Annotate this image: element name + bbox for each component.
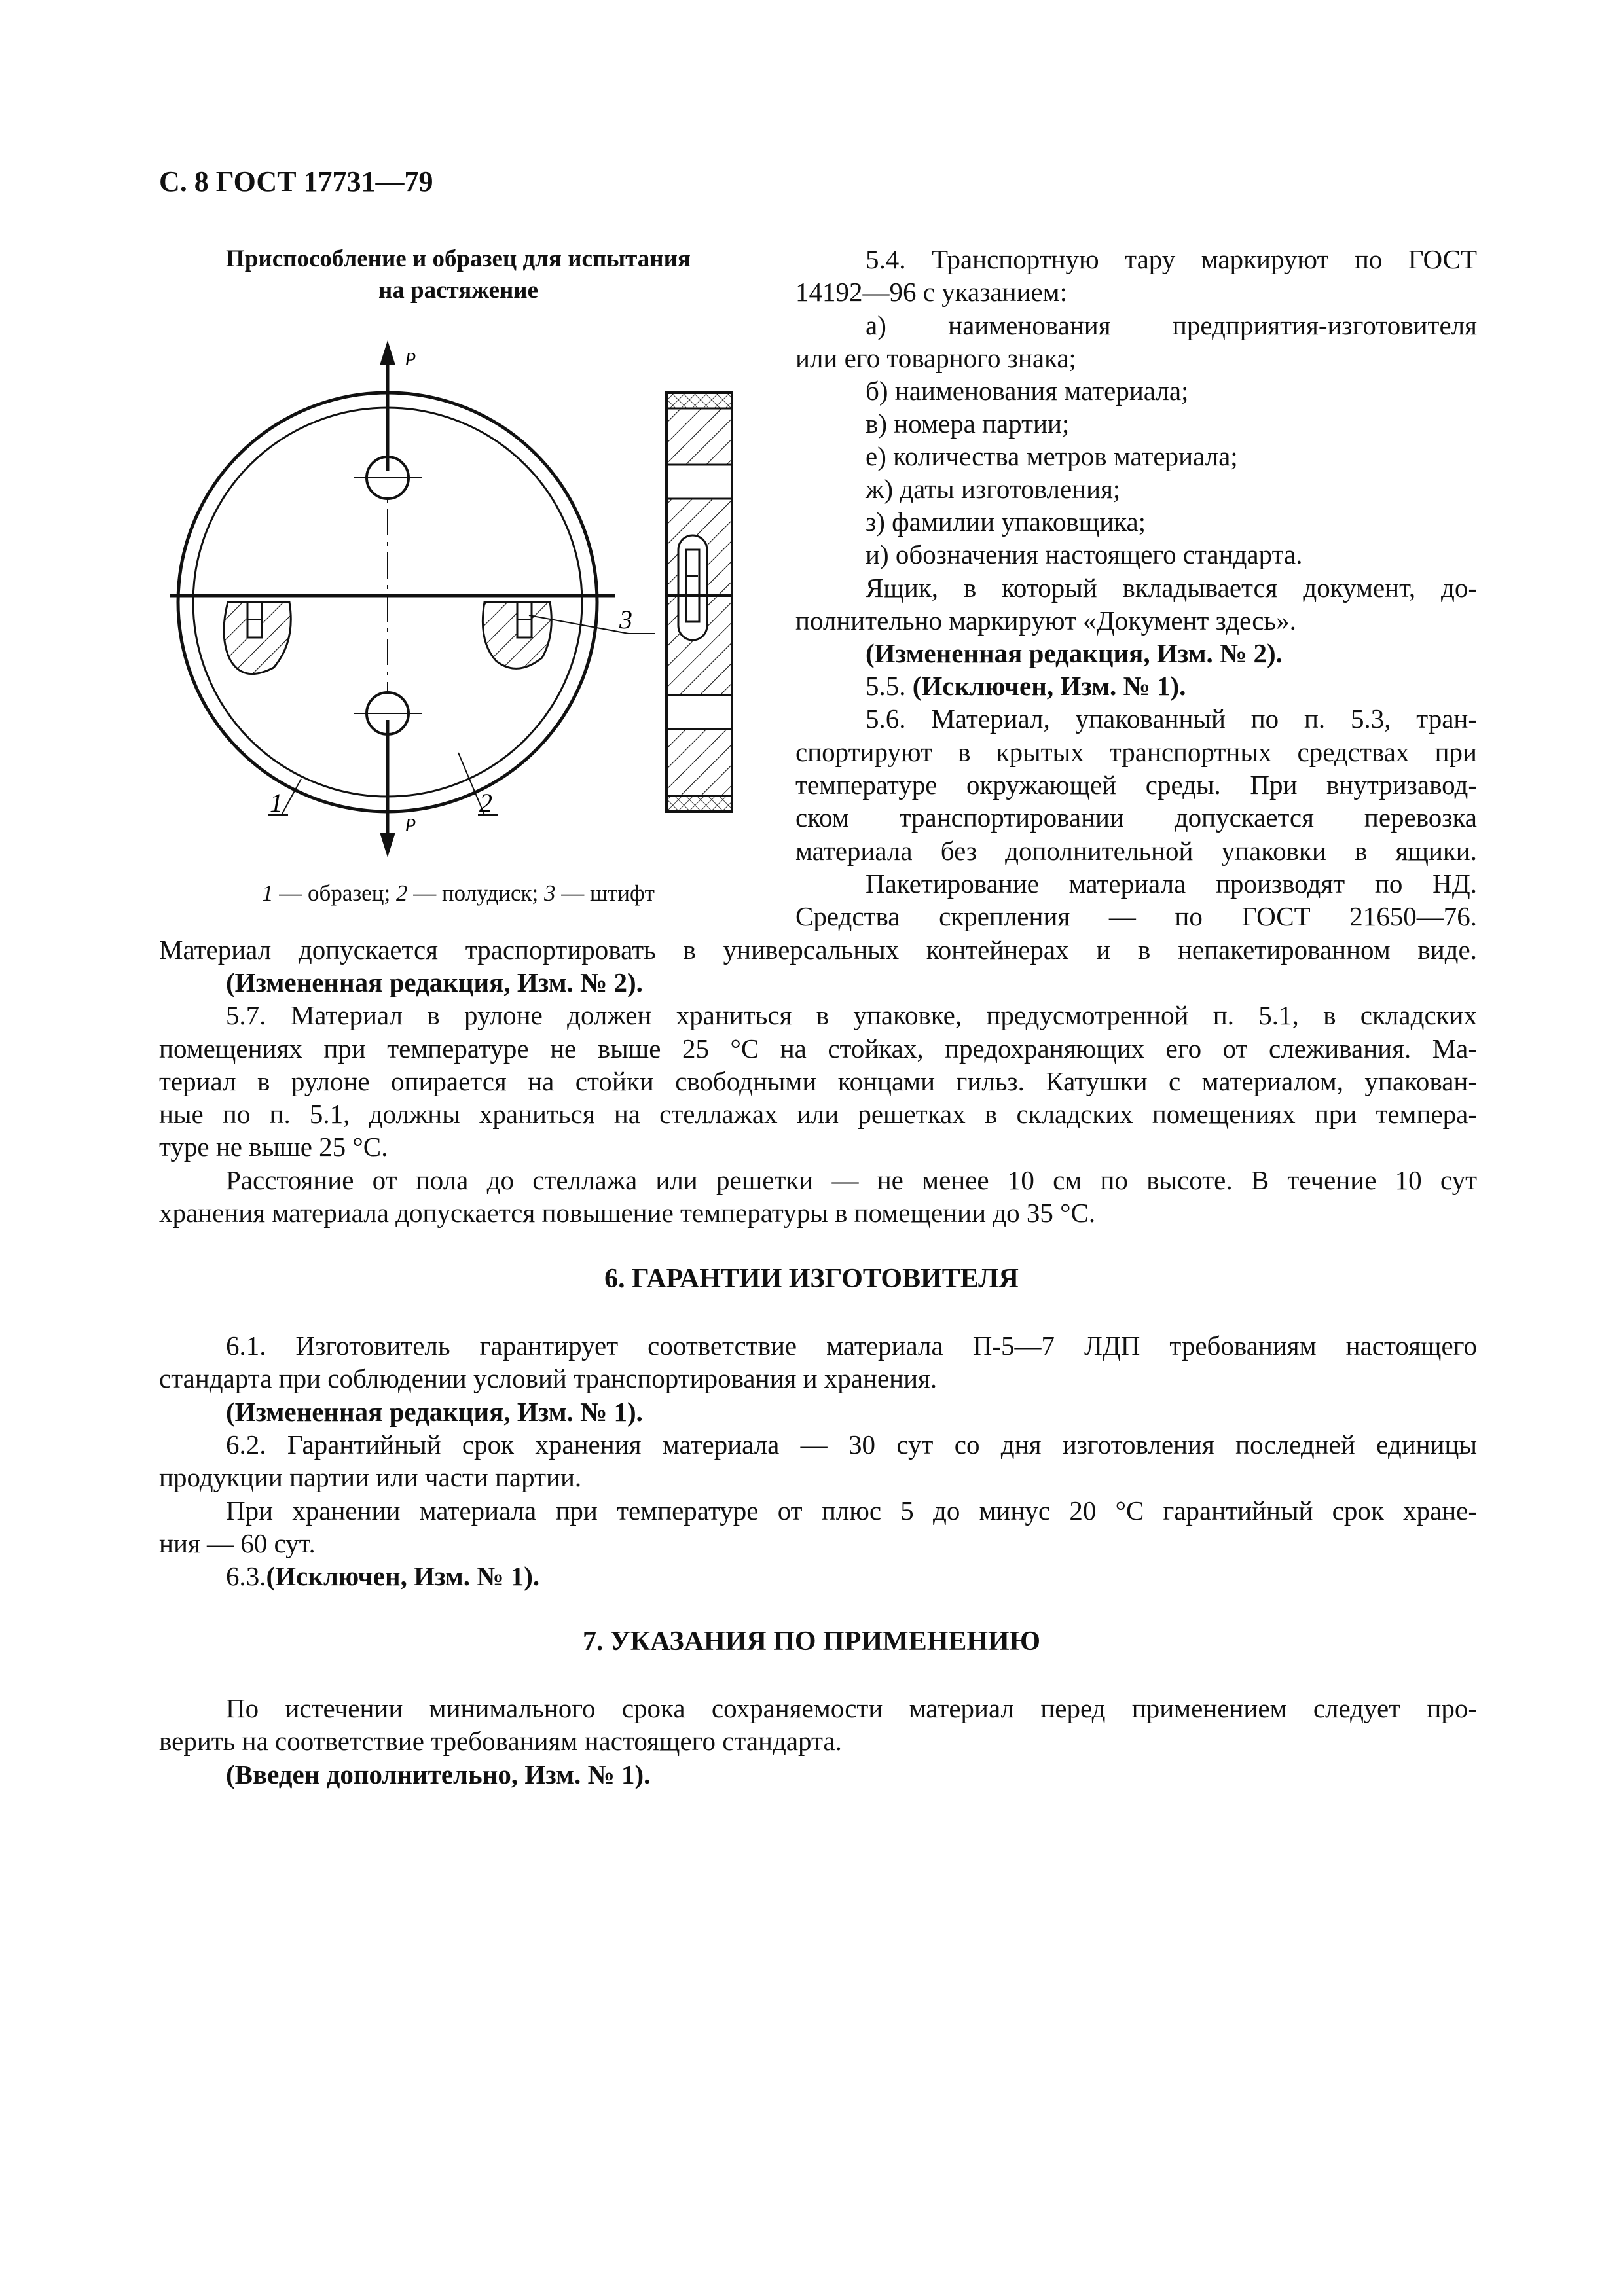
label-3-pin: 3 xyxy=(619,605,632,634)
page-header: С. 8 ГОСТ 17731—79 xyxy=(159,166,433,198)
amendment-note-1: (Измененная редакция, Изм. № 2). xyxy=(866,638,1283,668)
para-5-5-excluded: (Исключен, Изм. № 1). xyxy=(912,671,1186,701)
figure-title xyxy=(196,243,720,306)
label-1-sample: 1 xyxy=(270,788,283,817)
para-5-7-line5: туре не выше 25 °С. xyxy=(159,1132,388,1162)
storage-line1: При хранении материала при температуре от плюс 5 до минус 20 °С гарантийный срок хране- xyxy=(226,1496,1477,1526)
para-5-7-line4: ные по п. 5.1, должны храниться на стеллажах или решетках в складских помещениях при темпера- xyxy=(159,1099,1477,1129)
caption-num-3: 3 xyxy=(544,880,556,906)
para-packaging-line2: Средства скрепления — по ГОСТ 21650—76. xyxy=(795,901,1477,931)
para-5-5 xyxy=(866,670,1186,702)
transport-note: Материал допускается траспортировать в универсальных контейнерах и в непакетированном виде. xyxy=(159,935,1477,965)
para-6-3 xyxy=(226,1560,539,1592)
caption-text-1: — образец; xyxy=(273,880,396,906)
item-v: в) номера партии; xyxy=(866,408,1070,439)
figure-title-line2: на растяжение xyxy=(378,277,539,304)
para-6-3-number: 6.3. xyxy=(226,1561,266,1591)
distance-line2: хранения материала допускается повышение температуры в помещении до 35 °С. xyxy=(159,1198,1096,1228)
section-6-heading: 6. ГАРАНТИИ ИЗГОТОВИТЕЛЯ xyxy=(604,1264,1019,1294)
para-6-2-line2: продукции партии или части партии. xyxy=(159,1462,582,1492)
para-5-4-line1: 5.4. Транспортную тару маркируют по ГОСТ xyxy=(866,244,1477,274)
para-packaging-line1: Пакетирование материала производят по НД. xyxy=(866,869,1477,899)
force-label-bottom: P xyxy=(405,816,416,836)
amendment-note-2: (Измененная редакция, Изм. № 2). xyxy=(226,967,643,997)
tensile-test-fixture-drawing xyxy=(151,327,773,877)
disk-front-view xyxy=(170,340,655,857)
para-5-7-line2: помещениях при температуре не выше 25 °С на стойках, предохраняющих его от слеживания. Ма- xyxy=(159,1033,1477,1064)
item-a-line1: а) наименования предприятия-изготовителя xyxy=(866,310,1477,340)
item-e: е) количества метров материала; xyxy=(866,441,1238,471)
label-2-half-disk: 2 xyxy=(479,788,492,817)
para-5-6-line3: температуре окружающей среды. При внутризавод- xyxy=(795,770,1477,800)
caption-num-2: 2 xyxy=(395,880,408,906)
para-7-line2: верить на соответствие требованиям настоящего стандарта. xyxy=(159,1726,842,1756)
para-5-6-line1: 5.6. Материал, упакованный по п. 5.3, тран- xyxy=(866,704,1477,734)
disk-side-section xyxy=(666,393,732,812)
figure-caption xyxy=(196,878,720,908)
box-marking-line1: Ящик, в который вкладывается документ, до- xyxy=(866,573,1477,603)
item-b: б) наименования материала; xyxy=(866,376,1189,406)
para-5-7-line3: териал в рулоне опирается на стойки свободными концами гильз. Катушки с материалом, упакован- xyxy=(159,1066,1477,1096)
force-arrow-down xyxy=(380,833,395,857)
para-5-4-line2: 14192—96 с указанием: xyxy=(795,277,1068,307)
force-arrow-up xyxy=(380,340,395,365)
caption-num-1: 1 xyxy=(262,880,274,906)
para-5-5-number: 5.5. xyxy=(866,671,913,701)
amendment-note-3: (Измененная редакция, Изм. № 1). xyxy=(226,1397,643,1427)
para-5-6-line2: спортируют в крытых транспортных средствах при xyxy=(795,737,1477,767)
para-6-1-line1: 6.1. Изготовитель гарантирует соответствие материала П-5—7 ЛДП требованиям настоящего xyxy=(226,1331,1477,1361)
item-z: з) фамилии упаковщика; xyxy=(866,507,1146,537)
distance-line1: Расстояние от пола до стеллажа или решетки — не менее 10 см по высоте. В течение 10 сут xyxy=(226,1165,1477,1195)
item-i: и) обозначения настоящего стандарта. xyxy=(866,539,1303,569)
item-a-line2: или его товарного знака; xyxy=(795,343,1076,373)
caption-text-3: — штифт xyxy=(555,880,655,906)
force-label-top: P xyxy=(405,350,416,370)
figure-title-line1: Приспособление и образец для испытания xyxy=(226,245,691,272)
para-5-6-line5: материала без дополнительной упаковки в ящики. xyxy=(795,836,1477,866)
para-6-2-line1: 6.2. Гарантийный срок хранения материала — 30 сут со дня изготовления последней единицы xyxy=(226,1429,1477,1460)
caption-text-2: — полудиск; xyxy=(407,880,545,906)
para-6-1-line2: стандарта при соблюдении условий транспортирования и хранения. xyxy=(159,1363,938,1393)
storage-line2: ния — 60 сут. xyxy=(159,1528,316,1558)
para-5-6-line4: ском транспортировании допускается перевозка xyxy=(795,802,1477,833)
item-zh: ж) даты изготовления; xyxy=(866,474,1121,504)
para-7-line1: По истечении минимального срока сохраняемости материал перед применением следует про- xyxy=(226,1693,1477,1723)
box-marking-line2: полнительно маркируют «Документ здесь». xyxy=(795,605,1296,636)
para-6-3-excluded: (Исключен, Изм. № 1). xyxy=(266,1561,540,1591)
section-7-heading: 7. УКАЗАНИЯ ПО ПРИМЕНЕНИЮ xyxy=(582,1626,1041,1657)
amendment-note-4: (Введен дополнительно, Изм. № 1). xyxy=(226,1759,651,1789)
para-5-7-line1: 5.7. Материал в рулоне должен храниться в упаковке, предусмотренной п. 5.1, в складских xyxy=(226,1000,1477,1030)
